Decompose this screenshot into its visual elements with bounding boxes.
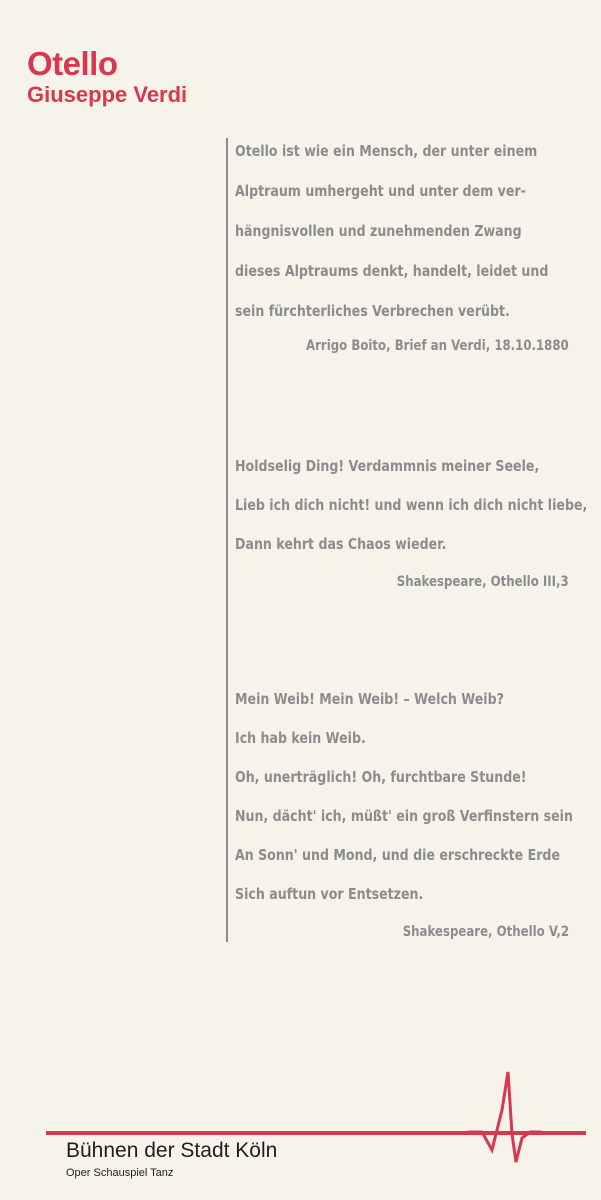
quote-line: Oh, unerträglich! Oh, furchtbare Stunde!: [235, 768, 527, 786]
quote-othello-3-3: [235, 455, 588, 572]
quote-boito: [235, 140, 549, 340]
opera-title: Otello: [27, 45, 118, 82]
quote-line: Lieb ich dich nicht! und wenn ich dich nicht liebe,: [235, 496, 588, 514]
quote-line: Otello ist wie ein Mensch, der unter einem: [235, 142, 538, 160]
quote-line: Alptraum umhergeht und unter dem ver-: [235, 182, 526, 200]
quote-divider-line: [226, 138, 228, 942]
quote-line: An Sonn' und Mond, und die erschreckte Erde: [235, 846, 561, 864]
composer-name: Giuseppe Verdi: [27, 82, 188, 107]
quote-othello-5-2: [235, 688, 573, 922]
quote-line: Nun, dächt' ich, müßt' ein groß Verfinstern sein: [235, 807, 573, 825]
quote-line: Ich hab kein Weib.: [235, 729, 366, 747]
quote-line: Sich auftun vor Entsetzen.: [235, 885, 424, 903]
quote-source-othello-5-2: Shakespeare, Othello V,2: [402, 924, 569, 940]
quote-line: Holdselig Ding! Verdammnis meiner Seele,: [235, 457, 540, 475]
quote-source-boito: Arrigo Boito, Brief an Verdi, 18.10.1880: [306, 338, 569, 354]
quote-line: Mein Weib! Mein Weib! – Welch Weib?: [235, 690, 504, 708]
theatre-name: Bühnen der Stadt Köln: [66, 1139, 278, 1162]
quote-line: dieses Alptraums denkt, handelt, leidet und: [235, 262, 549, 280]
quote-line: hängnisvollen und zunehmenden Zwang: [235, 222, 522, 240]
quote-line: Dann kehrt das Chaos wieder.: [235, 535, 447, 553]
heartbeat-pulse-icon: [470, 1060, 540, 1170]
theatre-divisions: Oper Schauspiel Tanz: [66, 1167, 174, 1179]
quote-line: sein fürchterliches Verbrechen verübt.: [235, 302, 510, 320]
quote-source-othello-3-3: Shakespeare, Othello III,3: [397, 574, 569, 590]
